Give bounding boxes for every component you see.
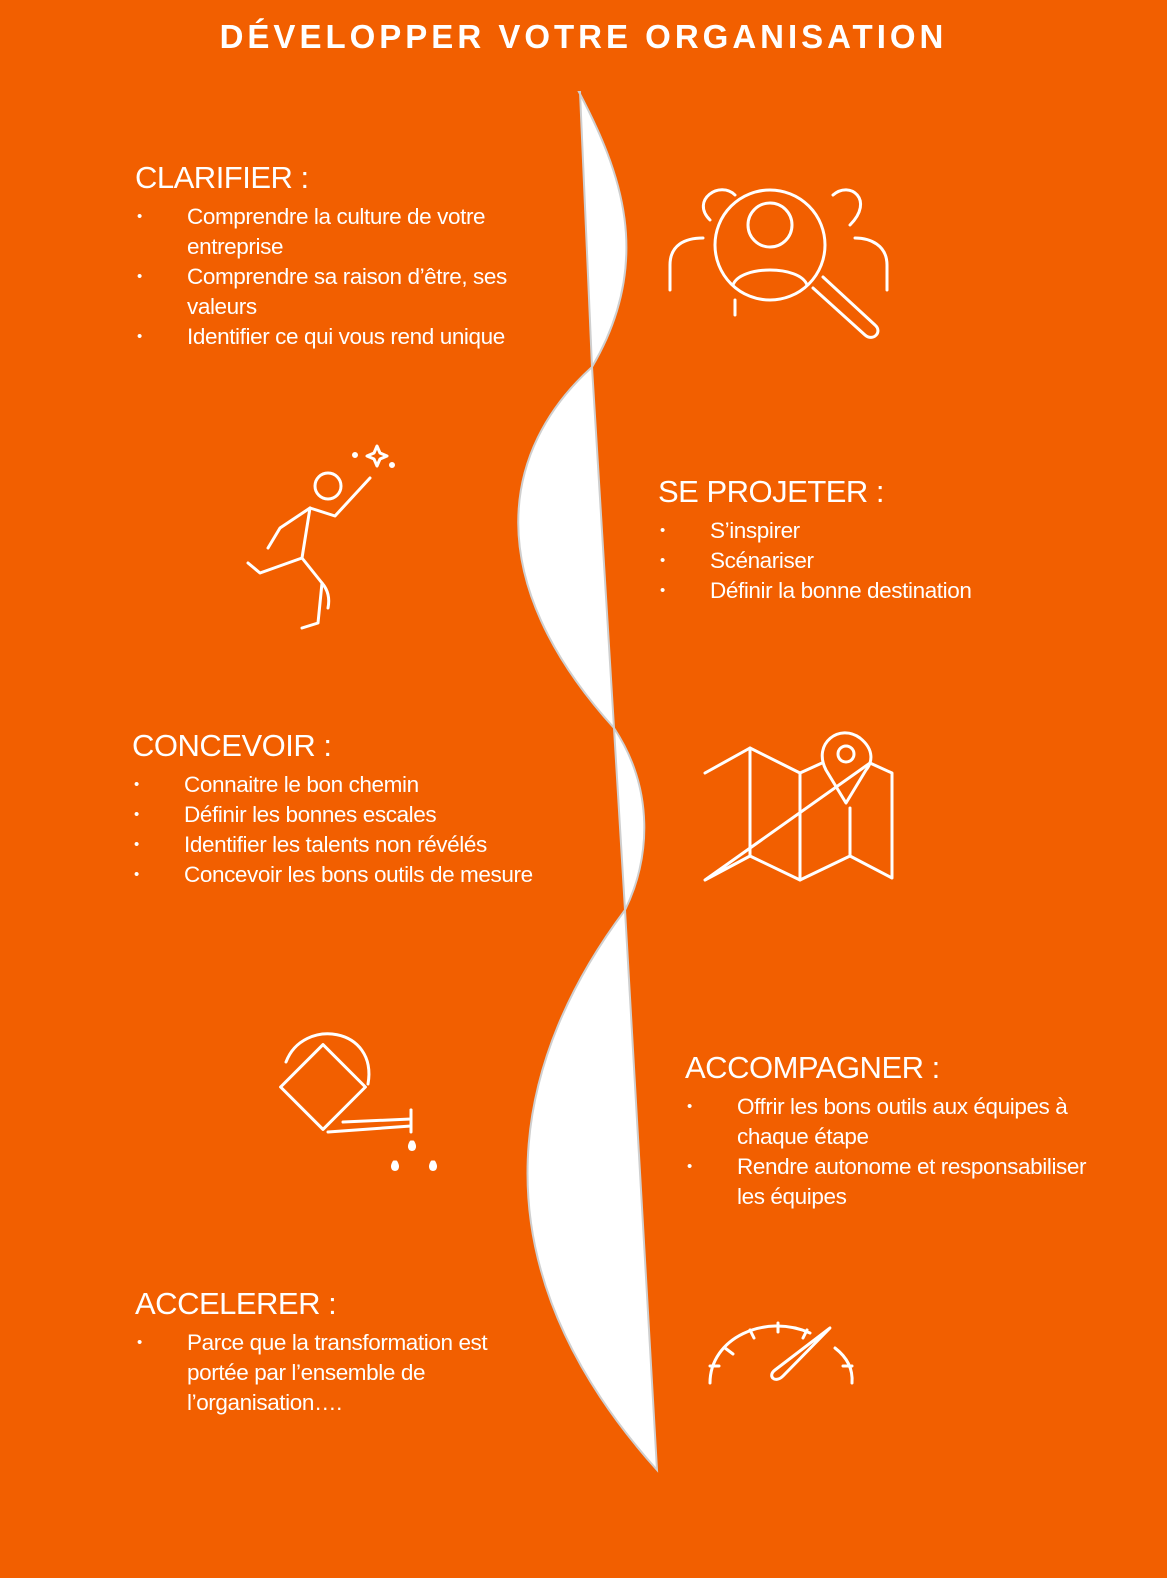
list-item: • Définir la bonne destination — [658, 576, 1098, 606]
list-item: • S’inspirer — [658, 516, 1098, 546]
speedometer-icon — [705, 1318, 860, 1393]
list-item: • Rendre autonome et responsabiliser les équipes — [685, 1152, 1105, 1212]
section-heading: ACCELERER : — [135, 1286, 337, 1321]
list-item: • Scénariser — [658, 546, 1098, 576]
watering-can-icon — [268, 1022, 448, 1182]
list-item: • Définir les bonnes escales — [132, 800, 572, 830]
section-clarifier — [135, 160, 555, 352]
bullet-list — [685, 1092, 1105, 1212]
section-heading: ACCOMPAGNER : — [685, 1050, 940, 1085]
reaching-star-icon — [240, 438, 410, 638]
list-item: • Identifier ce qui vous rend unique — [135, 322, 555, 352]
list-item: • Parce que la transformation est portée par l’ensemble de l’organisation…. — [135, 1328, 535, 1418]
section-heading: CONCEVOIR : — [132, 728, 332, 763]
bullet-list — [135, 202, 555, 352]
list-item: • Concevoir les bons outils de mesure — [132, 860, 572, 890]
people-search-icon — [665, 180, 895, 345]
bullet-list — [658, 516, 1098, 606]
page-title: DÉVELOPPER VOTRE ORGANISATION — [219, 18, 948, 55]
bullet-list — [135, 1328, 535, 1418]
section-concevoir — [132, 728, 572, 890]
list-item: • Offrir les bons outils aux équipes à chaque étape — [685, 1092, 1105, 1152]
section-accelerer — [135, 1286, 535, 1418]
map-pin-icon — [700, 728, 900, 888]
list-item: • Comprendre sa raison d’être, ses valeurs — [135, 262, 555, 322]
list-item: • Identifier les talents non révélés — [132, 830, 572, 860]
list-item: • Comprendre la culture de votre entreprise — [135, 202, 555, 262]
section-heading: SE PROJETER : — [658, 474, 885, 509]
list-item: • Connaitre le bon chemin — [132, 770, 572, 800]
section-se-projeter — [658, 474, 1098, 606]
section-heading: CLARIFIER : — [135, 160, 309, 195]
bullet-list — [132, 770, 572, 890]
section-accompagner — [685, 1050, 1105, 1212]
